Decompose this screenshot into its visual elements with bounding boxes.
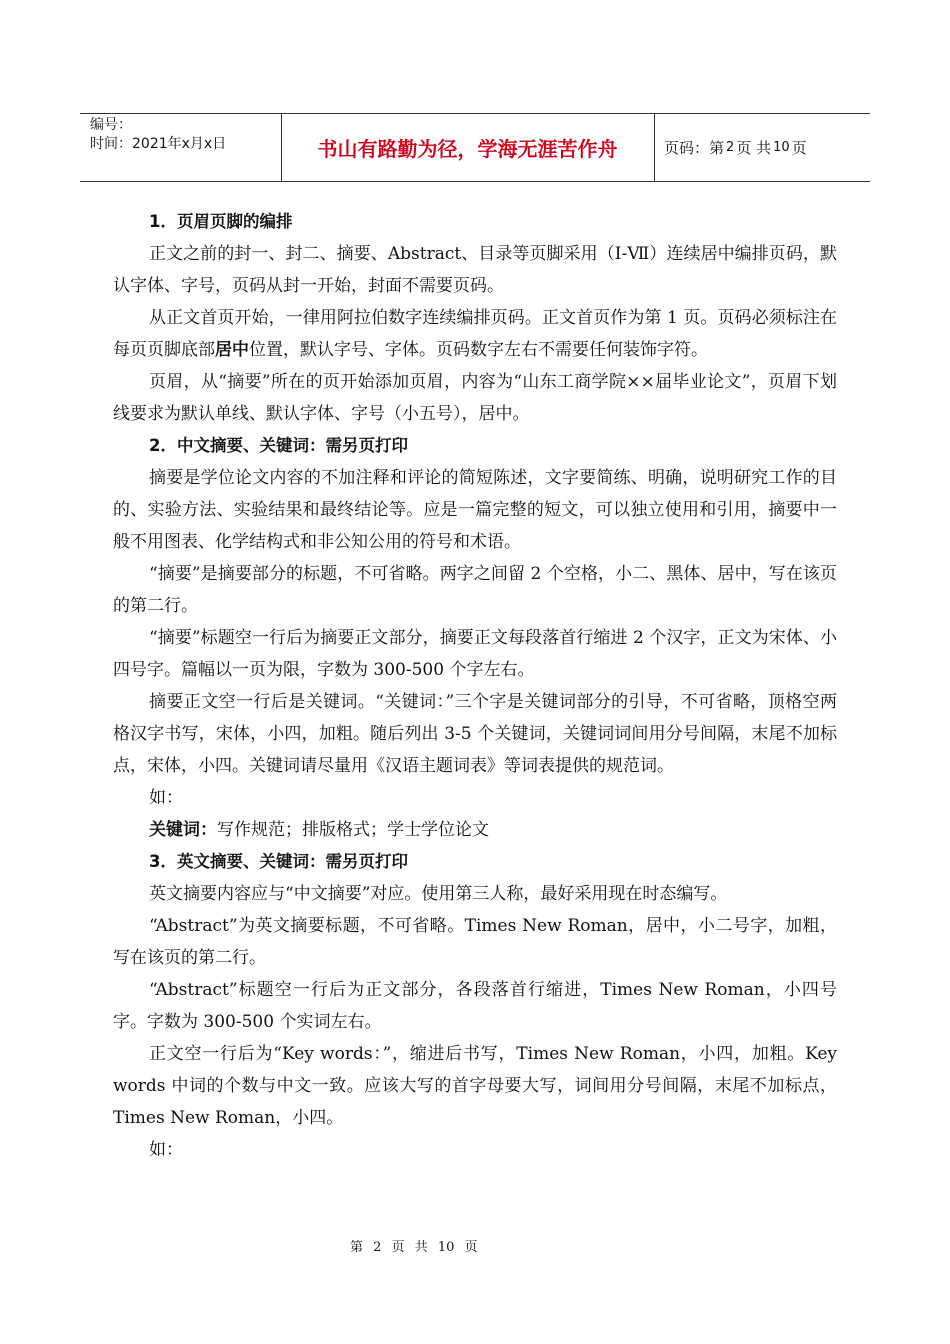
header-date-label: 时间：2021年x月x日 [90,136,227,152]
page-footer [0,1236,950,1255]
header-divider-right [654,113,655,181]
header-page-prefix: 页码：第 [664,138,725,157]
header-page-mid: 页 共 [736,138,772,157]
paragraph-7: 摘要正文空一行后是关键词。“关键词：”三个字是关键词部分的引导，不可省略，顶格空两格汉字书写，宋体，小四，加粗。随后列出 3-5 个关键词，关键词词间用分号间隔，末尾不加标点，宋体，小四。关键词请尽量用《汉语主题词表》等词表提供的规范词。 [113,692,837,776]
paragraph-13: 如： [149,1140,183,1160]
keywords-label: 关键词： [149,820,217,840]
paragraph-11: “Abstract”标题空一行后为正文部分，各段落首行缩进，Times New Roman，小四号字。字数为 300-500 个实词左右。 [113,980,837,1032]
paragraph-2-bold: 居中 [215,340,249,360]
header-number-label: 编号： [90,117,132,133]
paragraph-12: 正文空一行后为“Key words：”，缩进后书写，Times New Roman，小四，加粗。Key words 中词的个数与中文一致。应该大写的首字母要大写，词间用分号间隔，末尾不加标点，Times New Roman，小四。 [113,1044,837,1128]
header-page-info [664,113,807,181]
paragraph-2-a: 从正文首页开始，一律用阿拉伯数字连续编排页码。正文首页作为第 1 页。页码必须标注在每页页脚底部 [113,308,837,360]
header-page-suffix: 页 [791,138,807,157]
section-title-2: 2．中文摘要、关键词：需另页打印 [149,436,408,455]
keywords-example [113,814,837,846]
paragraph-6: “摘要”标题空一行后为摘要正文部分，摘要正文每段落首行缩进 2 个汉字，正文为宋体、小四号字。篇幅以一页为限，字数为 300-500 个字左右。 [113,628,837,680]
footer-word-3: 共 [414,1240,428,1255]
footer-page-current: 2 [373,1240,382,1255]
document-body [113,206,837,1166]
paragraph-10: “Abstract”为英文摘要标题，不可省略。Times New Roman，居中，小二号字，加粗，写在该页的第二行。 [113,916,837,968]
paragraph-4: 摘要是学位论文内容的不加注释和评论的简短陈述，文字要简练、明确，说明研究工作的目的、实验方法、实验结果和最终结论等。应是一篇完整的短文，可以独立使用和引用，摘要中一般不用图表、化学结构式和非公知公用的符号和术语。 [113,468,837,552]
header-page-total: 10 [773,139,790,155]
paragraph-2-c: 位置，默认字号、字体。页码数字左右不需要任何装饰字符。 [249,340,708,360]
header-meta [90,116,226,154]
paragraph-2 [113,302,837,366]
paragraph-1: 正文之前的封一、封二、摘要、Abstract、目录等页脚采用（Ⅰ-Ⅶ）连续居中编排页码，默认字体、字号，页码从封一开始，封面不需要页码。 [113,244,837,296]
paragraph-3: 页眉，从“摘要”所在的页开始添加页眉，内容为“山东工商学院××届毕业论文”，页眉下划线要求为默认单线、默认字体、字号（小五号），居中。 [113,372,837,424]
footer-word-2: 页 [391,1240,405,1255]
paragraph-8: 如： [149,788,183,808]
header-motto: 书山有路勤为径，学海无涯苦作舟 [317,136,618,161]
keywords-text: 写作规范；排版格式；学士学位论文 [217,820,489,840]
header-rule-bottom [80,181,870,182]
header-page-current: 2 [726,139,735,155]
section-title-3: 3．英文摘要、关键词：需另页打印 [149,852,408,871]
paragraph-5: “摘要”是摘要部分的标题，不可省略。两字之间留 2 个空格，小二、黑体、居中，写在该页的第二行。 [113,564,837,616]
footer-word-4: 页 [464,1240,478,1255]
section-title-1: 1．页眉页脚的编排 [149,212,293,231]
paragraph-9: 英文摘要内容应与“中文摘要”对应。使用第三人称，最好采用现在时态编写。 [149,884,728,904]
footer-word-1: 第 [350,1240,364,1255]
footer-page-total: 10 [437,1240,455,1255]
